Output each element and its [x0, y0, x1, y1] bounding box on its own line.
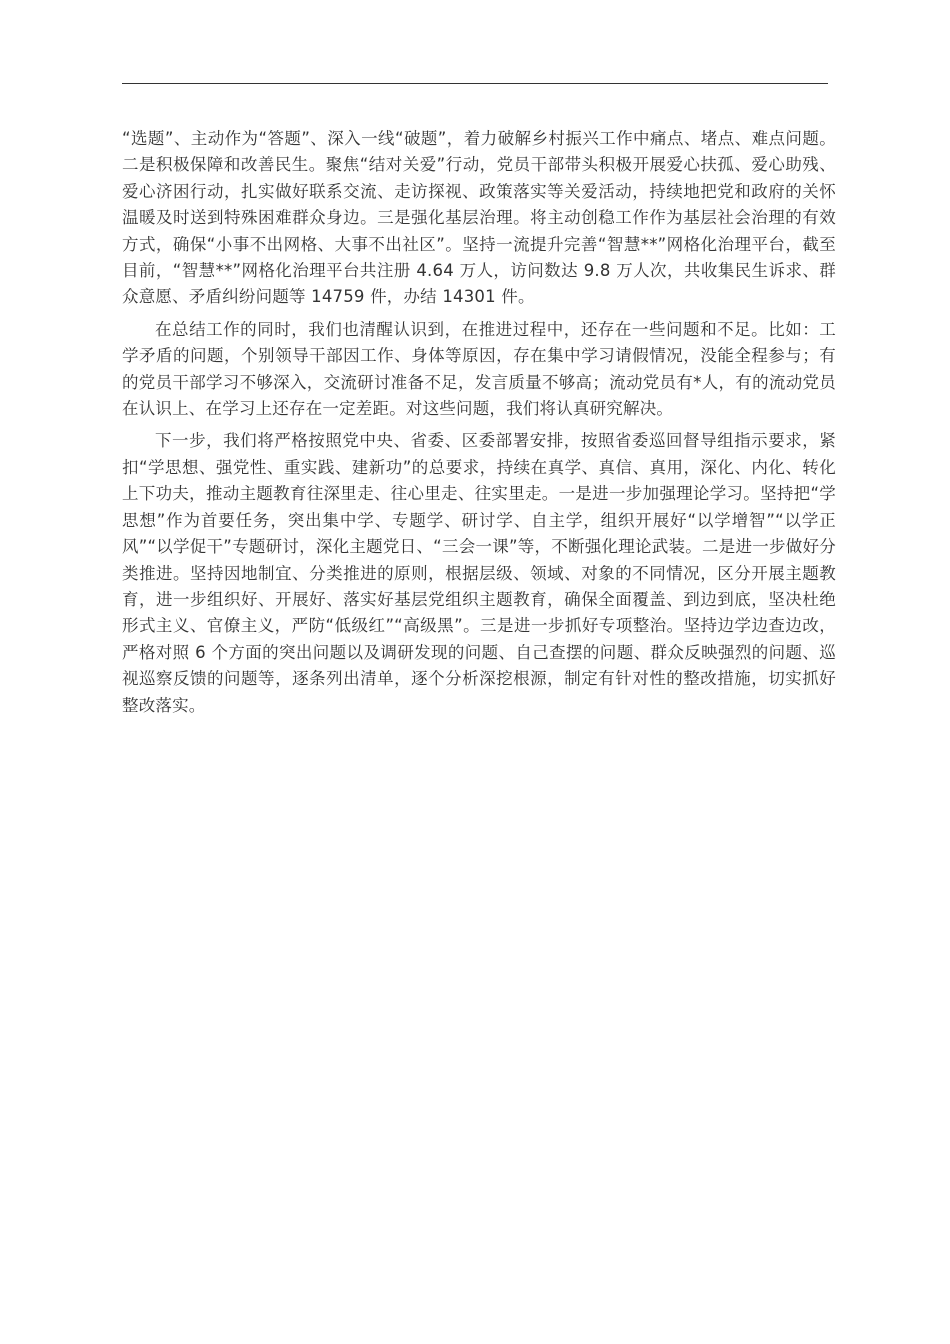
paragraph-next-steps: 下一步，我们将严格按照党中央、省委、区委部署安排，按照省委巡回督导组指示要求，紧扣“学思想、强党性、重实践、建新功”的总要求，持续在真学、真信、真用，深化、内化、转化上下功夫，推动主题教育往深里走、往心里走、往实里走。一是进一步加强理论学习。坚持把“学思想”作为首要任务，突出集中学、专题学、研讨学、自主学，组织开展好“以学增智”“以学正风”“以学促干”专题研讨，深化主题党日、“三会一课”等，不断强化理论武装。二是进一步做好分类推进。坚持因地制宜、分类推进的原则，根据层级、领域、对象的不同情况，区分开展主题教育，进一步组织好、开展好、落实好基层党组织主题教育，确保全面覆盖、到边到底，坚决杜绝形式主义、官僚主义，严防“低级红”“高级黑”。三是进一步抓好专项整治。坚持边学边查边改，严格对照 6 个方面的突出问题以及调研发现的问题、自己查摆的问题、群众反映强烈的问题、巡视巡察反馈的问题等，逐条列出清单，逐个分析深挖根源，制定有针对性的整改措施，切实抓好整改落实。: [122, 431, 836, 715]
paragraph-continuation: “选题”、主动作为“答题”、深入一线“破题”，着力破解乡村振兴工作中痛点、堵点、难点问题。二是积极保障和改善民生。聚焦“结对关爱”行动，党员干部带头积极开展爱心扶孤、爱心助残、爱心济困行动，扎实做好联系交流、走访探视、政策落实等关爱活动，持续地把党和政府的关怀温暖及时送到特殊困难群众身边。三是强化基层治理。将主动创稳工作作为基层社会治理的有效方式，确保“小事不出网格、大事不出社区”。坚持一流提升完善“智慧**”网格化治理平台，截至目前，“智慧**”网格化治理平台共注册 4.64 万人，访问数达 9.8 万人次，共收集民生诉求、群众意愿、矛盾纠纷问题等 14759 件，办结 14301 件。: [122, 129, 836, 307]
header-rule: [122, 83, 828, 84]
paragraph-shortcomings: 在总结工作的同时，我们也清醒认识到，在推进过程中，还存在一些问题和不足。比如：工学矛盾的问题，个别领导干部因工作、身体等原因，存在集中学习请假情况，没能全程参与；有的党员干部学习不够深入，交流研讨准备不足，发言质量不够高；流动党员有*人，有的流动党员在认识上、在学习上还存在一定差距。对这些问题，我们将认真研究解决。: [122, 319, 836, 419]
document-body: [122, 126, 836, 725]
